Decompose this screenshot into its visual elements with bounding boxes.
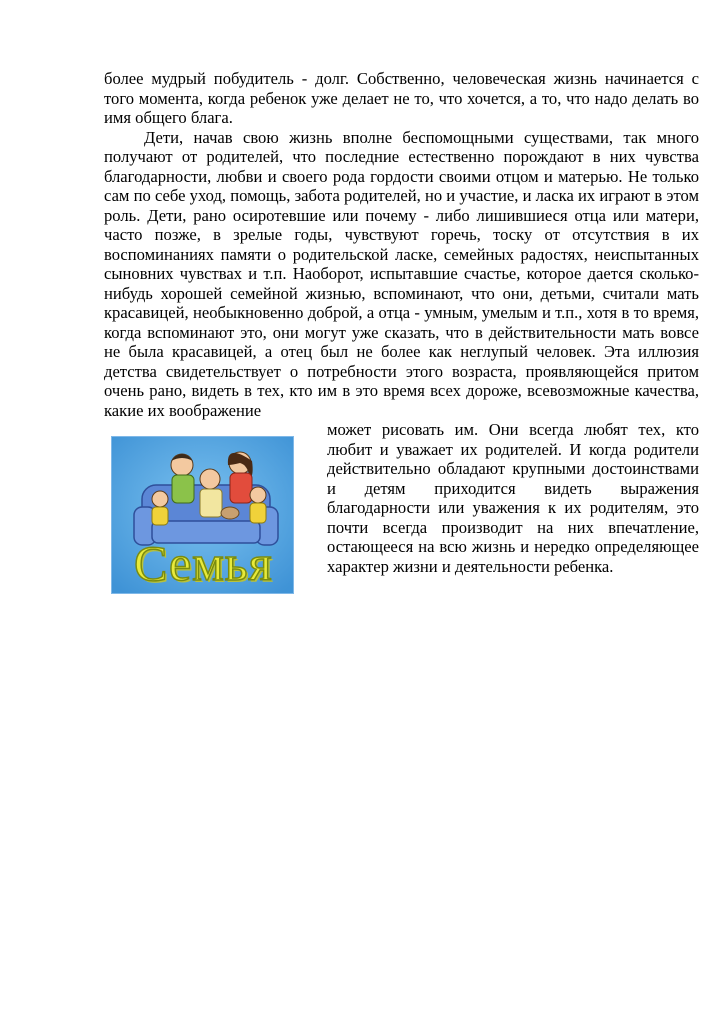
text-with-illustration bbox=[104, 420, 699, 591]
illustration-caption: Семья bbox=[134, 535, 273, 591]
paragraph-1: более мудрый побудитель - долг. Собственно, человеческая жизнь начинается с того момента, когда ребенок уже делает не то, что хочется, а то, что надо делать во имя общего блага. bbox=[104, 69, 699, 127]
family-illustration bbox=[112, 437, 293, 593]
document-page bbox=[104, 69, 699, 601]
paragraph-2: Дети, начав свою жизнь вполне беспомощными существами, так много получают от родителей, что последние естественно порождают в них чувства благодарности, любви и своего рода гордости своими отцом и матерью. Не только сам по себе уход, помощь, забота родителей, но и участие, и ласка их играют в этом роль. Дети, рано осиротевшие или почему - либо лишившиеся отца или матери, часто позже, в зрелые годы, чувствуют горечь, тоску от отсутствия в их воспоминаниях памяти о родительской ласке, семейных радостях, неиспытанных сыновних чувствах и т.п. Наоборот, испытавшие счастье, которое дается сколько-нибудь хорошей семейной жизнью, вспоминают, что они, детьми, считали мать красавицей, необыкновенно доброй, а отца - умным, умелым и т.п., хотя в то время, когда вспоминают это, они могут уже сказать, что в действительности мать вовсе не была красавицей, а отец был не более как неглупый человек. Эта иллюзия детства свидетельствует о потребности этого возраста, проявляющейся притом очень рано, видеть в тех, кто им в это время всех дороже, всевозможные качества, какие их воображение bbox=[104, 127, 699, 420]
paragraph-3: может рисовать им. Они всегда любят тех, кто любит и уважает их родителей. И когда родители действительно обладают крупными достоинствами и детям приходится видеть выражения благодарности или уважения к их родителям, это почти всегда производит на них впечатление, остающееся на всю жизнь и нередко определяющее характер жизни и деятельности ребенка. bbox=[327, 420, 699, 576]
